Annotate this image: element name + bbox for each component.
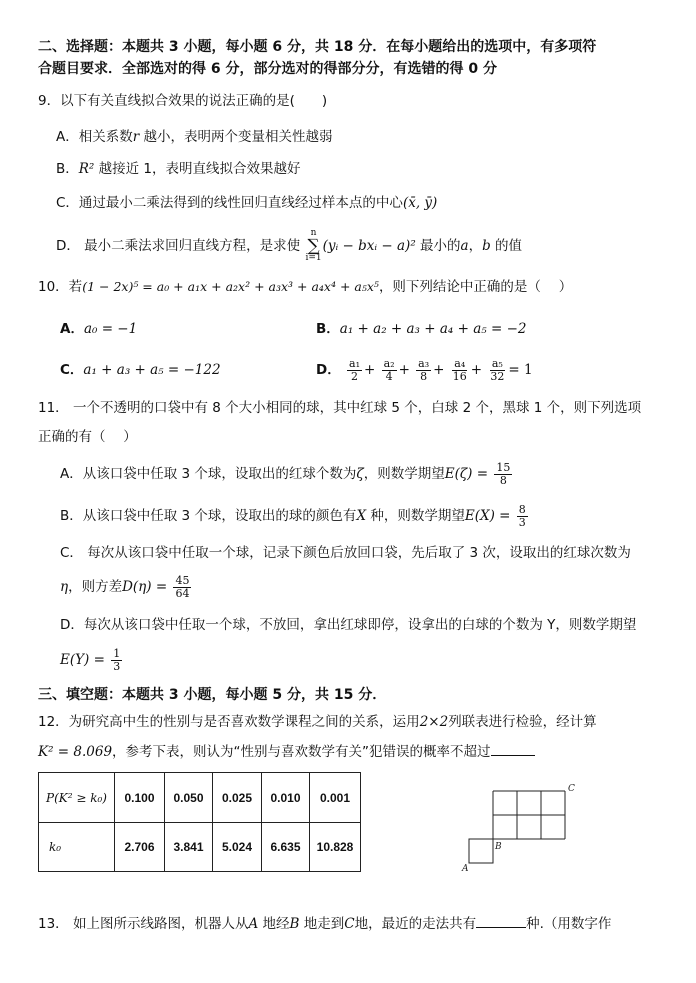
q12-line1: 12．为研究高中生的性别与是否喜欢数学课程之间的关系，运用2×2列联表进行检验，经计算 — [38, 714, 597, 730]
q11-option-d-line2: E(Y) = $\frac{1}{3}$ — [60, 646, 121, 673]
table-cell: 0.001 — [310, 773, 361, 823]
q10-option-c: C．a₁ + a₃ + a₅ = −122 — [60, 362, 221, 378]
table-cell: 0.010 — [262, 773, 310, 823]
point-a-label: A — [462, 864, 469, 874]
q9-option-d: D． 最小二乘法求回归直线方程，是求使 n ∑ i=1 (yᵢ − bxᵢ − a)² 最小的a，b 的值 — [56, 228, 523, 263]
section2-heading-line2: 合题目要求．全部选对的得 6 分，部分选对的得部分分，有选错的得 0 分 — [38, 61, 497, 77]
q11-option-c-line2: η，则方差D(η) = $\frac{45}{64}$ — [60, 573, 190, 600]
answer-blank[interactable] — [491, 743, 535, 756]
q11-option-c-line1: C． 每次从该口袋中任取一个球，记录下颜色后放回口袋，先后取了 3 次，设取出的红球次数为 — [60, 545, 631, 561]
q9-option-b: B．R² 越接近 1，表明直线拟合效果越好 — [56, 161, 301, 177]
table-row — [39, 823, 361, 872]
table-header-cell: P(K² ≥ k₀) — [39, 773, 115, 823]
q11-option-a: A．从该口袋中任取 3 个球，设取出的红球个数为ζ，则数学期望E(ζ) = $\frac{15}{8}$ — [60, 460, 511, 487]
q9-option-c: C．通过最小二乘法得到的线性回归直线经过样本点的中心(x̄, ȳ) — [56, 195, 438, 211]
table-cell: 0.050 — [165, 773, 213, 823]
table-row — [39, 773, 361, 823]
table-cell: 0.100 — [115, 773, 165, 823]
summation-symbol: n ∑ i=1 — [305, 228, 322, 263]
point-c-label: C — [568, 784, 575, 794]
q10-stem: 10．若(1 − 2x)⁵ = a₀ + a₁x + a₂x² + a₃x³ + a₄x⁴ + a₅x⁵，则下列结论中正确的是（ ） — [38, 279, 573, 295]
table-cell: 3.841 — [165, 823, 213, 872]
critical-value-table — [38, 772, 361, 872]
q11-stem-line1: 11． 一个不透明的口袋中有 8 个大小相同的球，其中红球 5 个，白球 2 个，黑球 1 个，则下列选项 — [38, 400, 642, 416]
q11-stem-line2: 正确的有（ ） — [38, 429, 137, 445]
table-cell: 10.828 — [310, 823, 361, 872]
section2-heading-line1: 二、选择题：本题共 3 小题，每小题 6 分，共 18 分．在每小题给出的选项中，有多项符 — [38, 39, 597, 55]
q13-line: 13． 如上图所示线路图，机器人从A 地经B 地走到C地，最近的走法共有 种.（用数字作 — [38, 916, 612, 932]
q12-line2: K² = 8.069，参考下表，则认为“性别与喜欢数学有关”犯错误的概率不超过 — [38, 742, 535, 762]
table-header-cell: k₀ — [39, 823, 115, 872]
q9-stem: 9．以下有关直线拟合效果的说法正确的是( ) — [38, 93, 328, 109]
q10-option-d: D． $\frac{\text{a₁}}{2}$ + $\frac{\text{a₂}}{4}$ + $\frac{\text{a₃}}{8}$ + $\frac{\text{a₄}}{16}$ + $\frac{\text{a₅}}{32}$ = 1 — [316, 356, 533, 383]
q11-option-d-line1: D．每次从该口袋中任取一个球，不放回，拿出红球即停，设拿出的白球的个数为 Y，则数学期望 — [60, 617, 637, 633]
table-cell: 2.706 — [115, 823, 165, 872]
grid-route-figure — [460, 782, 580, 874]
table-cell: 5.024 — [213, 823, 262, 872]
section3-heading: 三、填空题：本题共 3 小题，每小题 5 分，共 15 分． — [38, 687, 387, 703]
q11-option-b: B．从该口袋中任取 3 个球，设取出的球的颜色有X 种，则数学期望E(X) = $\frac{8}{3}$ — [60, 502, 526, 529]
answer-blank[interactable] — [476, 915, 526, 928]
point-b-label: B — [495, 842, 502, 852]
q10-option-b: B．a₁ + a₂ + a₃ + a₄ + a₅ = −2 — [316, 321, 527, 337]
q10-option-a: A．a₀ = −1 — [60, 321, 138, 337]
table-cell: 6.635 — [262, 823, 310, 872]
q9-option-a: A．相关系数r 越小，表明两个变量相关性越弱 — [56, 129, 333, 145]
table-cell: 0.025 — [213, 773, 262, 823]
